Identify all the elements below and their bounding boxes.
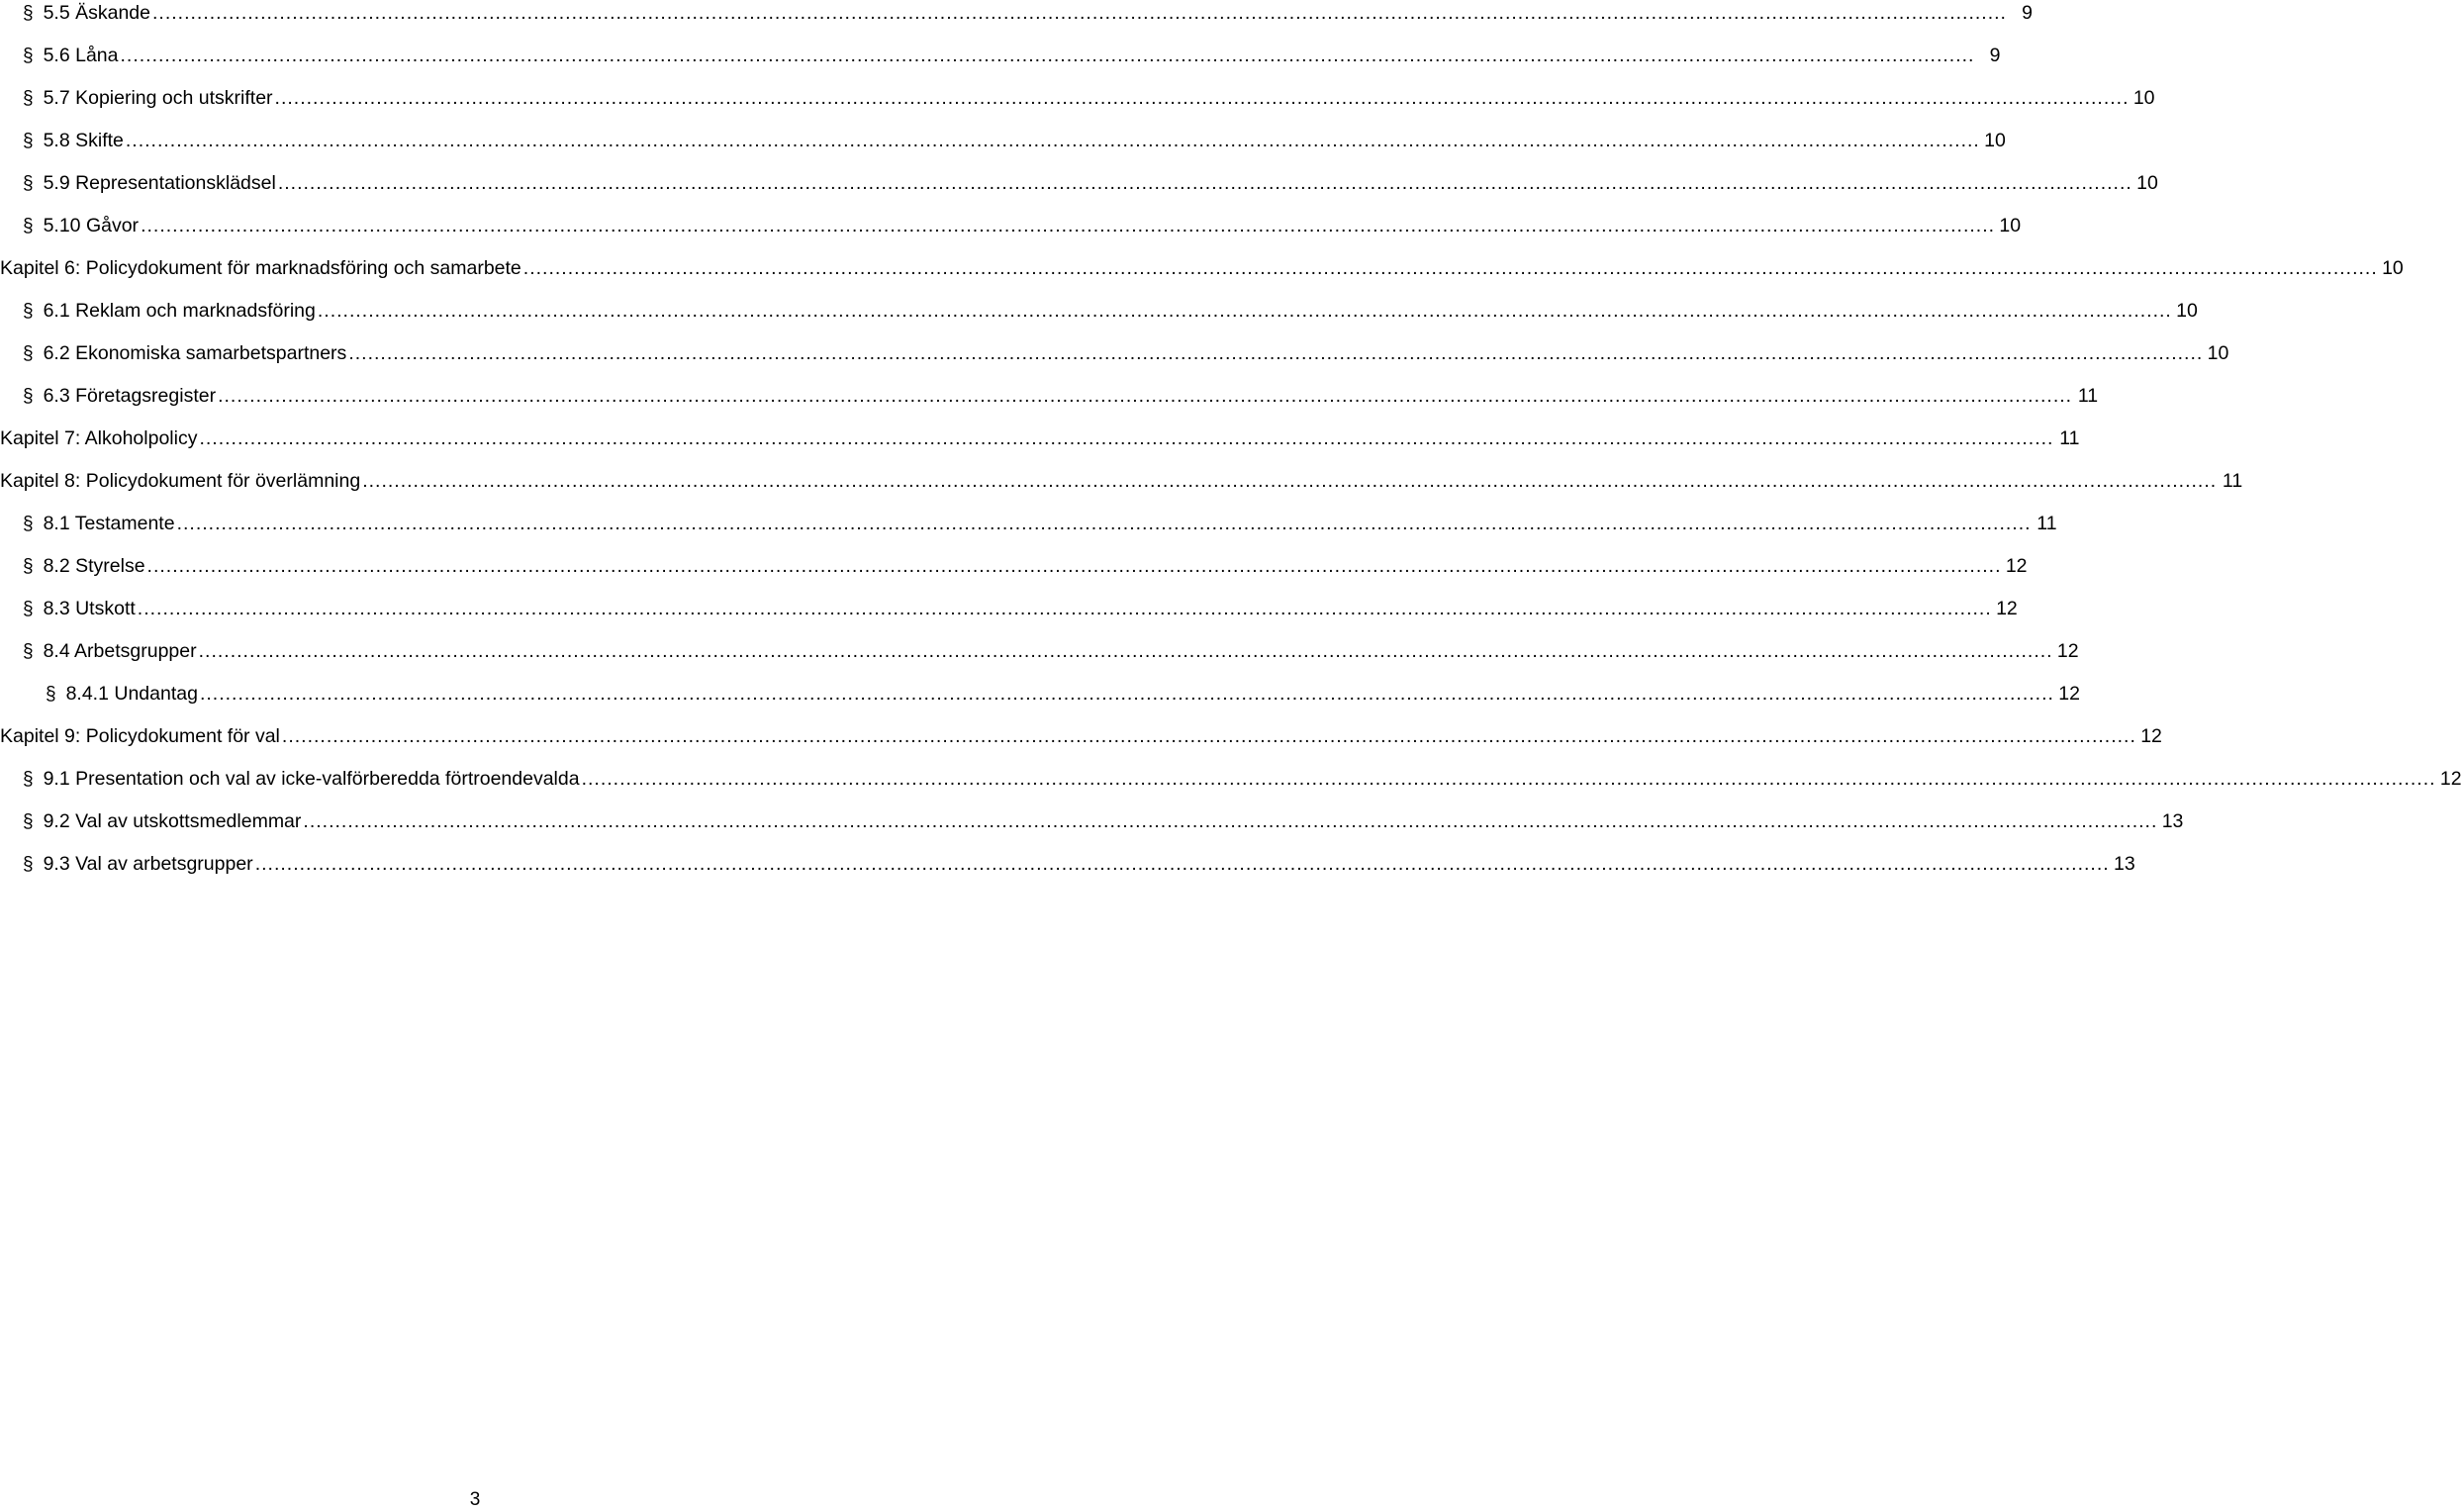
dot-leader: [582, 766, 2436, 792]
section-marker: §: [23, 301, 34, 322]
dot-leader: [200, 681, 2054, 707]
dot-leader: [138, 596, 1992, 621]
toc-entry-page: 10: [2176, 300, 2198, 322]
dot-leader: [218, 383, 2072, 409]
toc-entry-6-1[interactable]: [0, 298, 2198, 340]
section-marker: §: [23, 216, 34, 236]
toc-entry-title: 6.1 Reklam och marknadsföring: [43, 300, 316, 322]
section-marker: §: [23, 556, 34, 577]
toc-entry-title: 8.3 Utskott: [43, 598, 136, 619]
dot-leader: [362, 468, 2217, 494]
dot-leader: [177, 511, 2032, 536]
toc-entry-page: 9: [2022, 2, 2033, 24]
section-marker: §: [23, 343, 34, 364]
toc-entry-page: 11: [2059, 427, 2080, 449]
toc-entry-page: 11: [2222, 470, 2243, 492]
toc-entry-title: 5.6 Låna: [43, 45, 119, 66]
toc-entry-page: 13: [2113, 853, 2135, 875]
section-marker: §: [23, 514, 34, 534]
toc-entry-title: Kapitel 9: Policydokument för val: [0, 725, 280, 747]
toc-entry-page: 10: [1984, 130, 2006, 151]
section-marker: §: [46, 684, 56, 705]
toc-entry-5-10[interactable]: [0, 213, 2022, 255]
dot-leader: [282, 723, 2136, 749]
toc-entry-page: 12: [2056, 640, 2079, 662]
page-number: 3: [469, 1489, 481, 1510]
toc-entry-title: 8.4 Arbetsgrupper: [43, 640, 197, 662]
section-marker: §: [23, 173, 34, 194]
toc-entry-kapitel-6[interactable]: [0, 255, 2404, 298]
toc-entry-page: 9: [1989, 45, 2001, 66]
toc-entry-page: 10: [1999, 215, 2022, 236]
toc-entry-8-4-1[interactable]: [0, 681, 2080, 723]
section-marker: §: [23, 641, 34, 662]
section-marker: §: [23, 88, 34, 109]
toc-entry-9-3[interactable]: [0, 851, 2135, 894]
toc-entry-title: Kapitel 6: Policydokument för marknadsföring och samarbete: [0, 257, 521, 279]
section-marker: §: [23, 811, 34, 832]
section-marker: §: [23, 599, 34, 619]
toc-entry-page: 12: [2439, 768, 2462, 790]
toc-entry-8-4[interactable]: [0, 638, 2079, 681]
section-marker: §: [23, 769, 34, 790]
toc-entry-page: 13: [2161, 810, 2184, 832]
toc-entry-title: 8.2 Styrelse: [43, 555, 145, 577]
dot-leader: [147, 553, 2002, 579]
toc-entry-8-3[interactable]: [0, 596, 2018, 638]
toc-entry-5-8[interactable]: [0, 128, 2006, 170]
dot-leader: [318, 298, 2172, 324]
dot-leader: [303, 808, 2157, 834]
toc-entry-title: 5.7 Kopiering och utskrifter: [43, 87, 273, 109]
toc-entry-9-2[interactable]: [0, 808, 2184, 851]
toc-entry-6-3[interactable]: [0, 383, 2099, 425]
toc-entry-6-2[interactable]: [0, 340, 2229, 383]
toc-entry-page: 10: [2136, 172, 2158, 194]
section-marker: §: [23, 131, 34, 151]
toc-entry-9-1[interactable]: [0, 766, 2462, 808]
dot-leader: [120, 43, 1974, 68]
dot-leader: [152, 0, 2007, 26]
dot-leader: [348, 340, 2203, 366]
dot-leader: [141, 213, 1995, 238]
toc-entry-title: 8.4.1 Undantag: [65, 683, 198, 705]
toc-entry-title: Kapitel 8: Policydokument för överlämning: [0, 470, 361, 492]
dot-leader: [199, 425, 2053, 451]
toc-entry-title: 5.10 Gåvor: [43, 215, 140, 236]
section-marker: §: [23, 3, 34, 24]
toc-entry-kapitel-8[interactable]: [0, 468, 2243, 511]
dot-leader: [126, 128, 1980, 153]
toc-entry-kapitel-7[interactable]: [0, 425, 2080, 468]
section-marker: §: [23, 854, 34, 875]
toc-entry-page: 12: [2140, 725, 2162, 747]
toc-entry-page: 10: [2207, 342, 2229, 364]
toc-entry-title: 9.3 Val av arbetsgrupper: [43, 853, 253, 875]
toc-entry-title: 6.2 Ekonomiska samarbetspartners: [43, 342, 347, 364]
section-marker: §: [23, 46, 34, 66]
toc-entry-kapitel-9[interactable]: [0, 723, 2162, 766]
toc-entry-page: 10: [2132, 87, 2155, 109]
dot-leader: [278, 170, 2132, 196]
toc-entry-5-9[interactable]: [0, 170, 2158, 213]
toc-entry-title: 8.1 Testamente: [43, 513, 175, 534]
dot-leader: [523, 255, 2378, 281]
toc-entry-page: 12: [1996, 598, 2018, 619]
toc-entry-8-1[interactable]: [0, 511, 2057, 553]
toc-entry-page: 12: [2005, 555, 2028, 577]
toc-entry-title: 6.3 Företagsregister: [43, 385, 217, 407]
dot-leader: [275, 85, 2130, 111]
toc-entry-5-6[interactable]: [0, 43, 2001, 85]
toc-entry-8-2[interactable]: [0, 553, 2028, 596]
toc-entry-title: 5.9 Representationsklädsel: [43, 172, 276, 194]
toc-entry-page: 10: [2382, 257, 2404, 279]
toc-entry-title: 5.8 Skifte: [43, 130, 124, 151]
toc-entry-title: Kapitel 7: Alkoholpolicy: [0, 427, 198, 449]
toc-entry-page: 11: [2077, 385, 2099, 407]
toc-entry-5-5[interactable]: [0, 0, 2033, 43]
dot-leader: [255, 851, 2110, 877]
toc-entry-page: 11: [2036, 513, 2057, 534]
toc-entry-title: 9.1 Presentation och val av icke-valförberedda förtroendevalda: [43, 768, 580, 790]
toc-entry-5-7[interactable]: [0, 85, 2155, 128]
toc-entry-page: 12: [2058, 683, 2080, 705]
section-marker: §: [23, 386, 34, 407]
toc-entry-title: 5.5 Äskande: [43, 2, 150, 24]
dot-leader: [199, 638, 2053, 664]
toc-entry-title: 9.2 Val av utskottsmedlemmar: [43, 810, 302, 832]
